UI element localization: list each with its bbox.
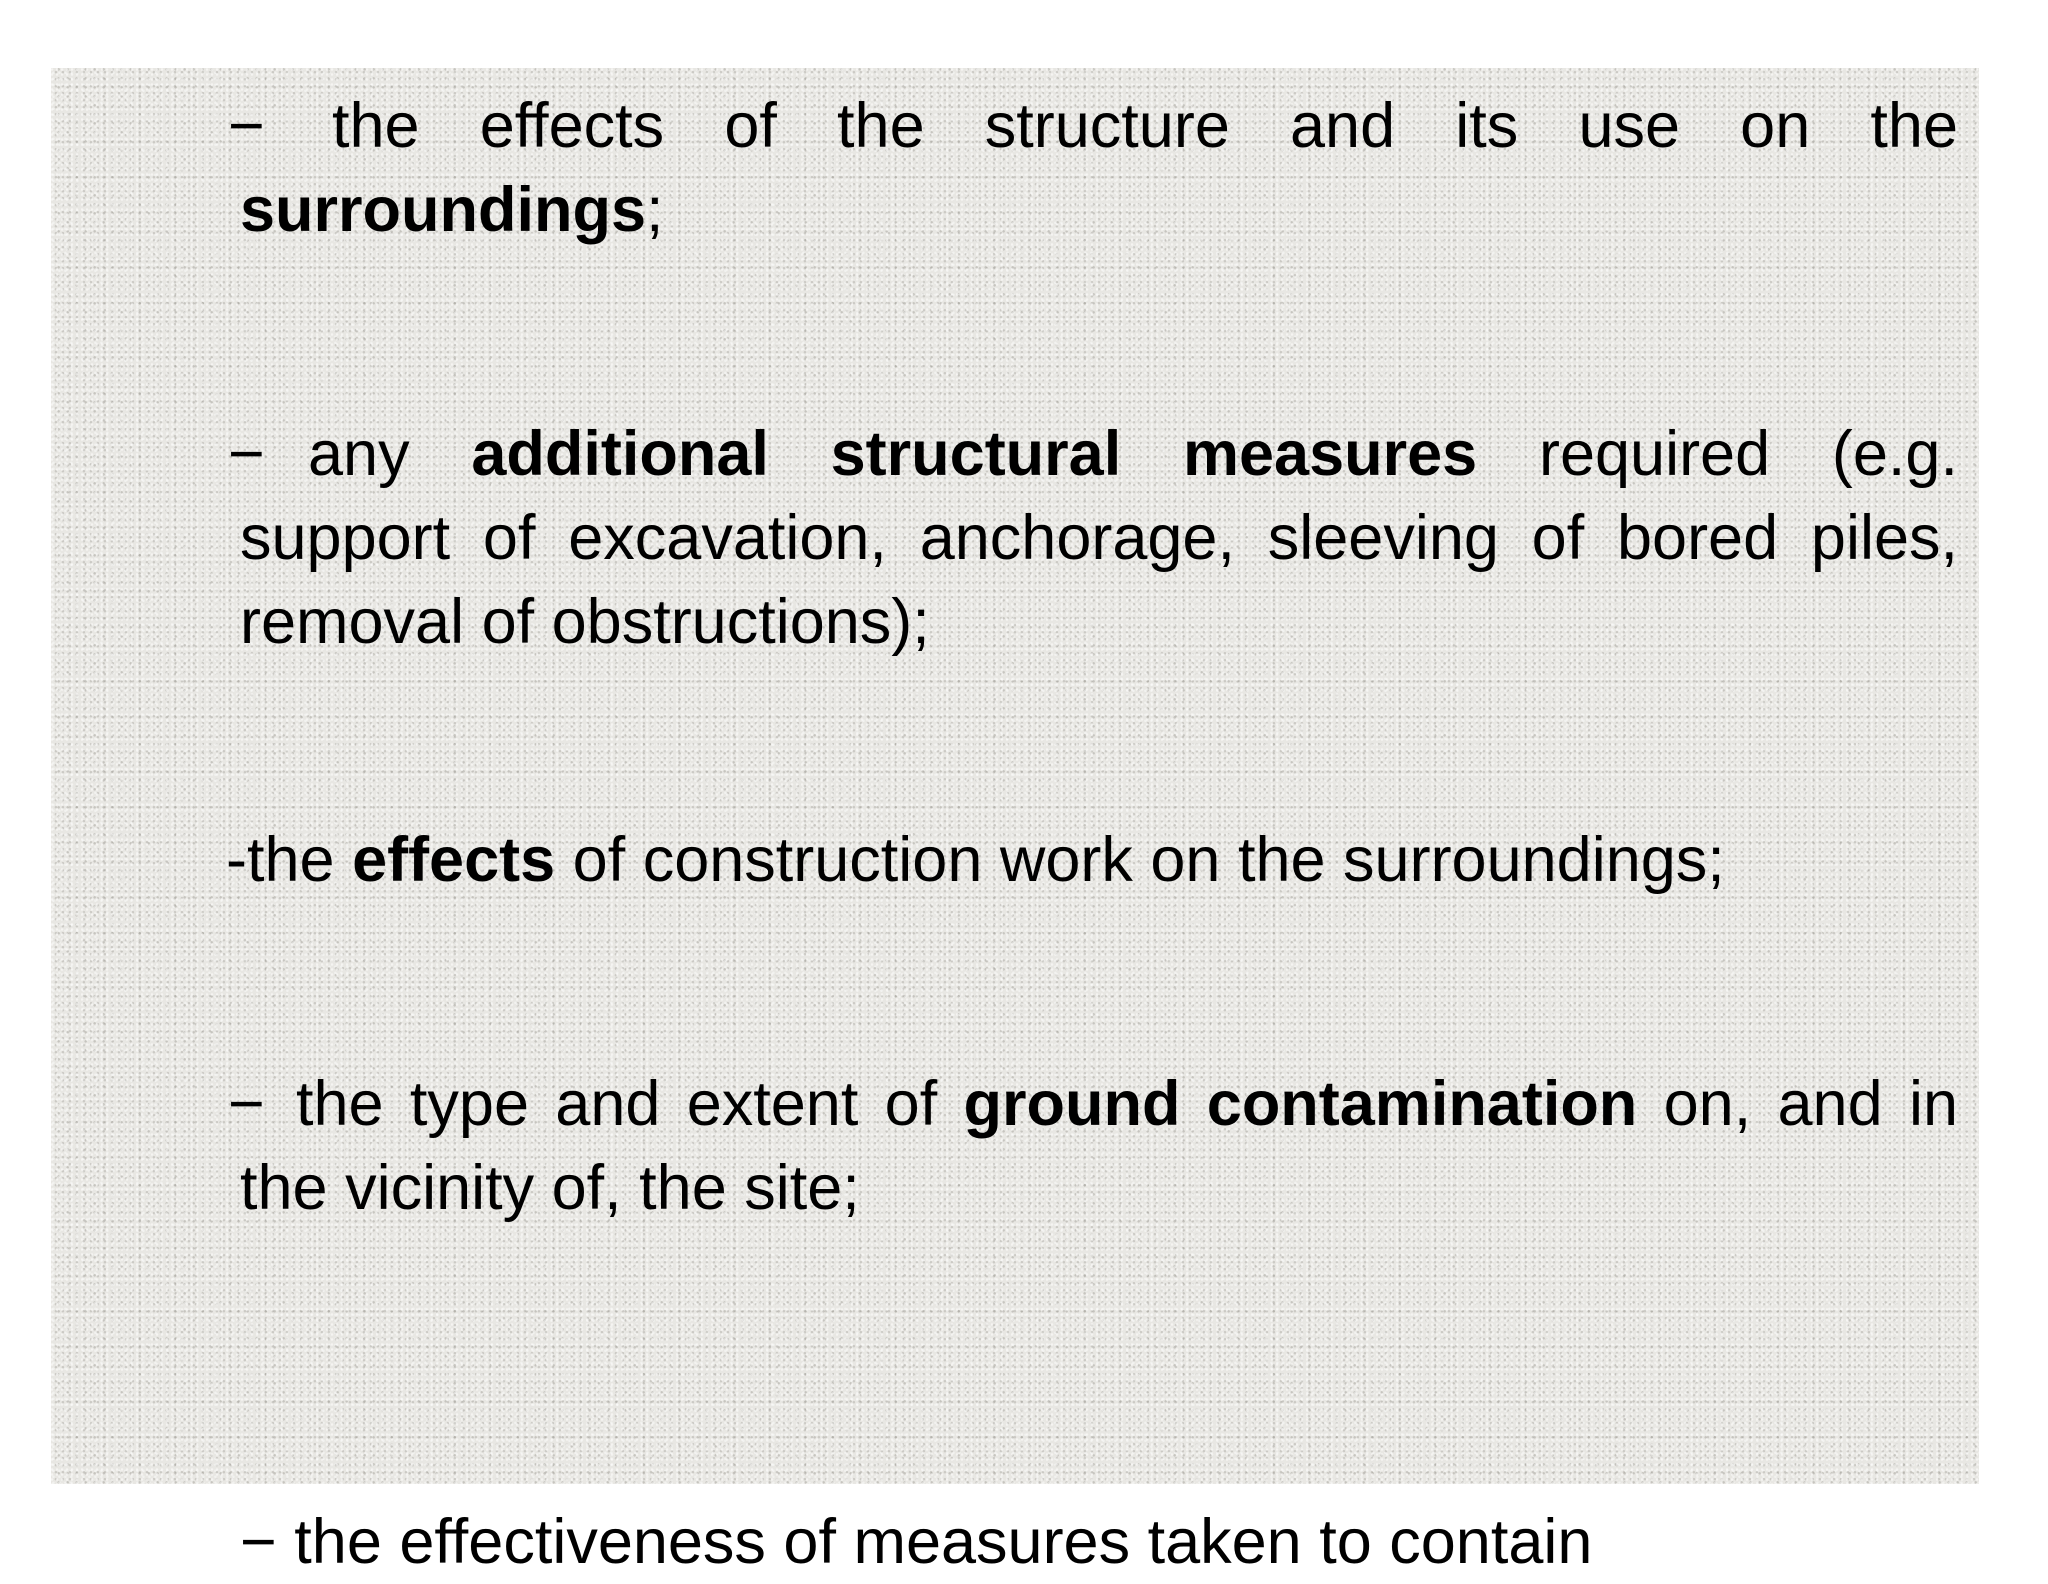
bullet-text-end: of construction work on the surroundings; — [555, 825, 1725, 895]
bullet-dash: − — [228, 91, 265, 161]
bullet-additional-measures — [228, 412, 1958, 664]
bullet-text: the effects of the structure and its use on the — [332, 91, 1958, 161]
bullet-dash: − — [228, 419, 265, 489]
slide-background — [51, 68, 1979, 1484]
bullet-text: any — [308, 419, 472, 489]
bullet-structure-effects — [228, 84, 1958, 252]
bullet-text: the type and extent of — [296, 1069, 964, 1139]
bullet-construction-effects — [226, 818, 1966, 902]
bullet-text-end: on, and in the vicinity of, the site; — [240, 1069, 1958, 1223]
bullet-text-end: ; — [646, 175, 664, 245]
bullet-emphasis: surroundings — [240, 175, 646, 245]
bullet-text: -the — [226, 825, 353, 895]
bullet-dash: − — [228, 1069, 265, 1139]
bullet-ground-contamination — [228, 1062, 1958, 1230]
bullet-text-end: required (e.g. support of excavation, anchorage, sleeving of bored piles, removal of obstructions); — [240, 419, 1958, 657]
bullet-emphasis: additional structural measures — [471, 419, 1478, 489]
bullet-emphasis: ground contamination — [963, 1069, 1638, 1139]
bullet-emphasis: effects — [352, 825, 556, 895]
partial-bullet-line: − the effectiveness of measures taken to contain — [240, 1507, 1593, 1577]
